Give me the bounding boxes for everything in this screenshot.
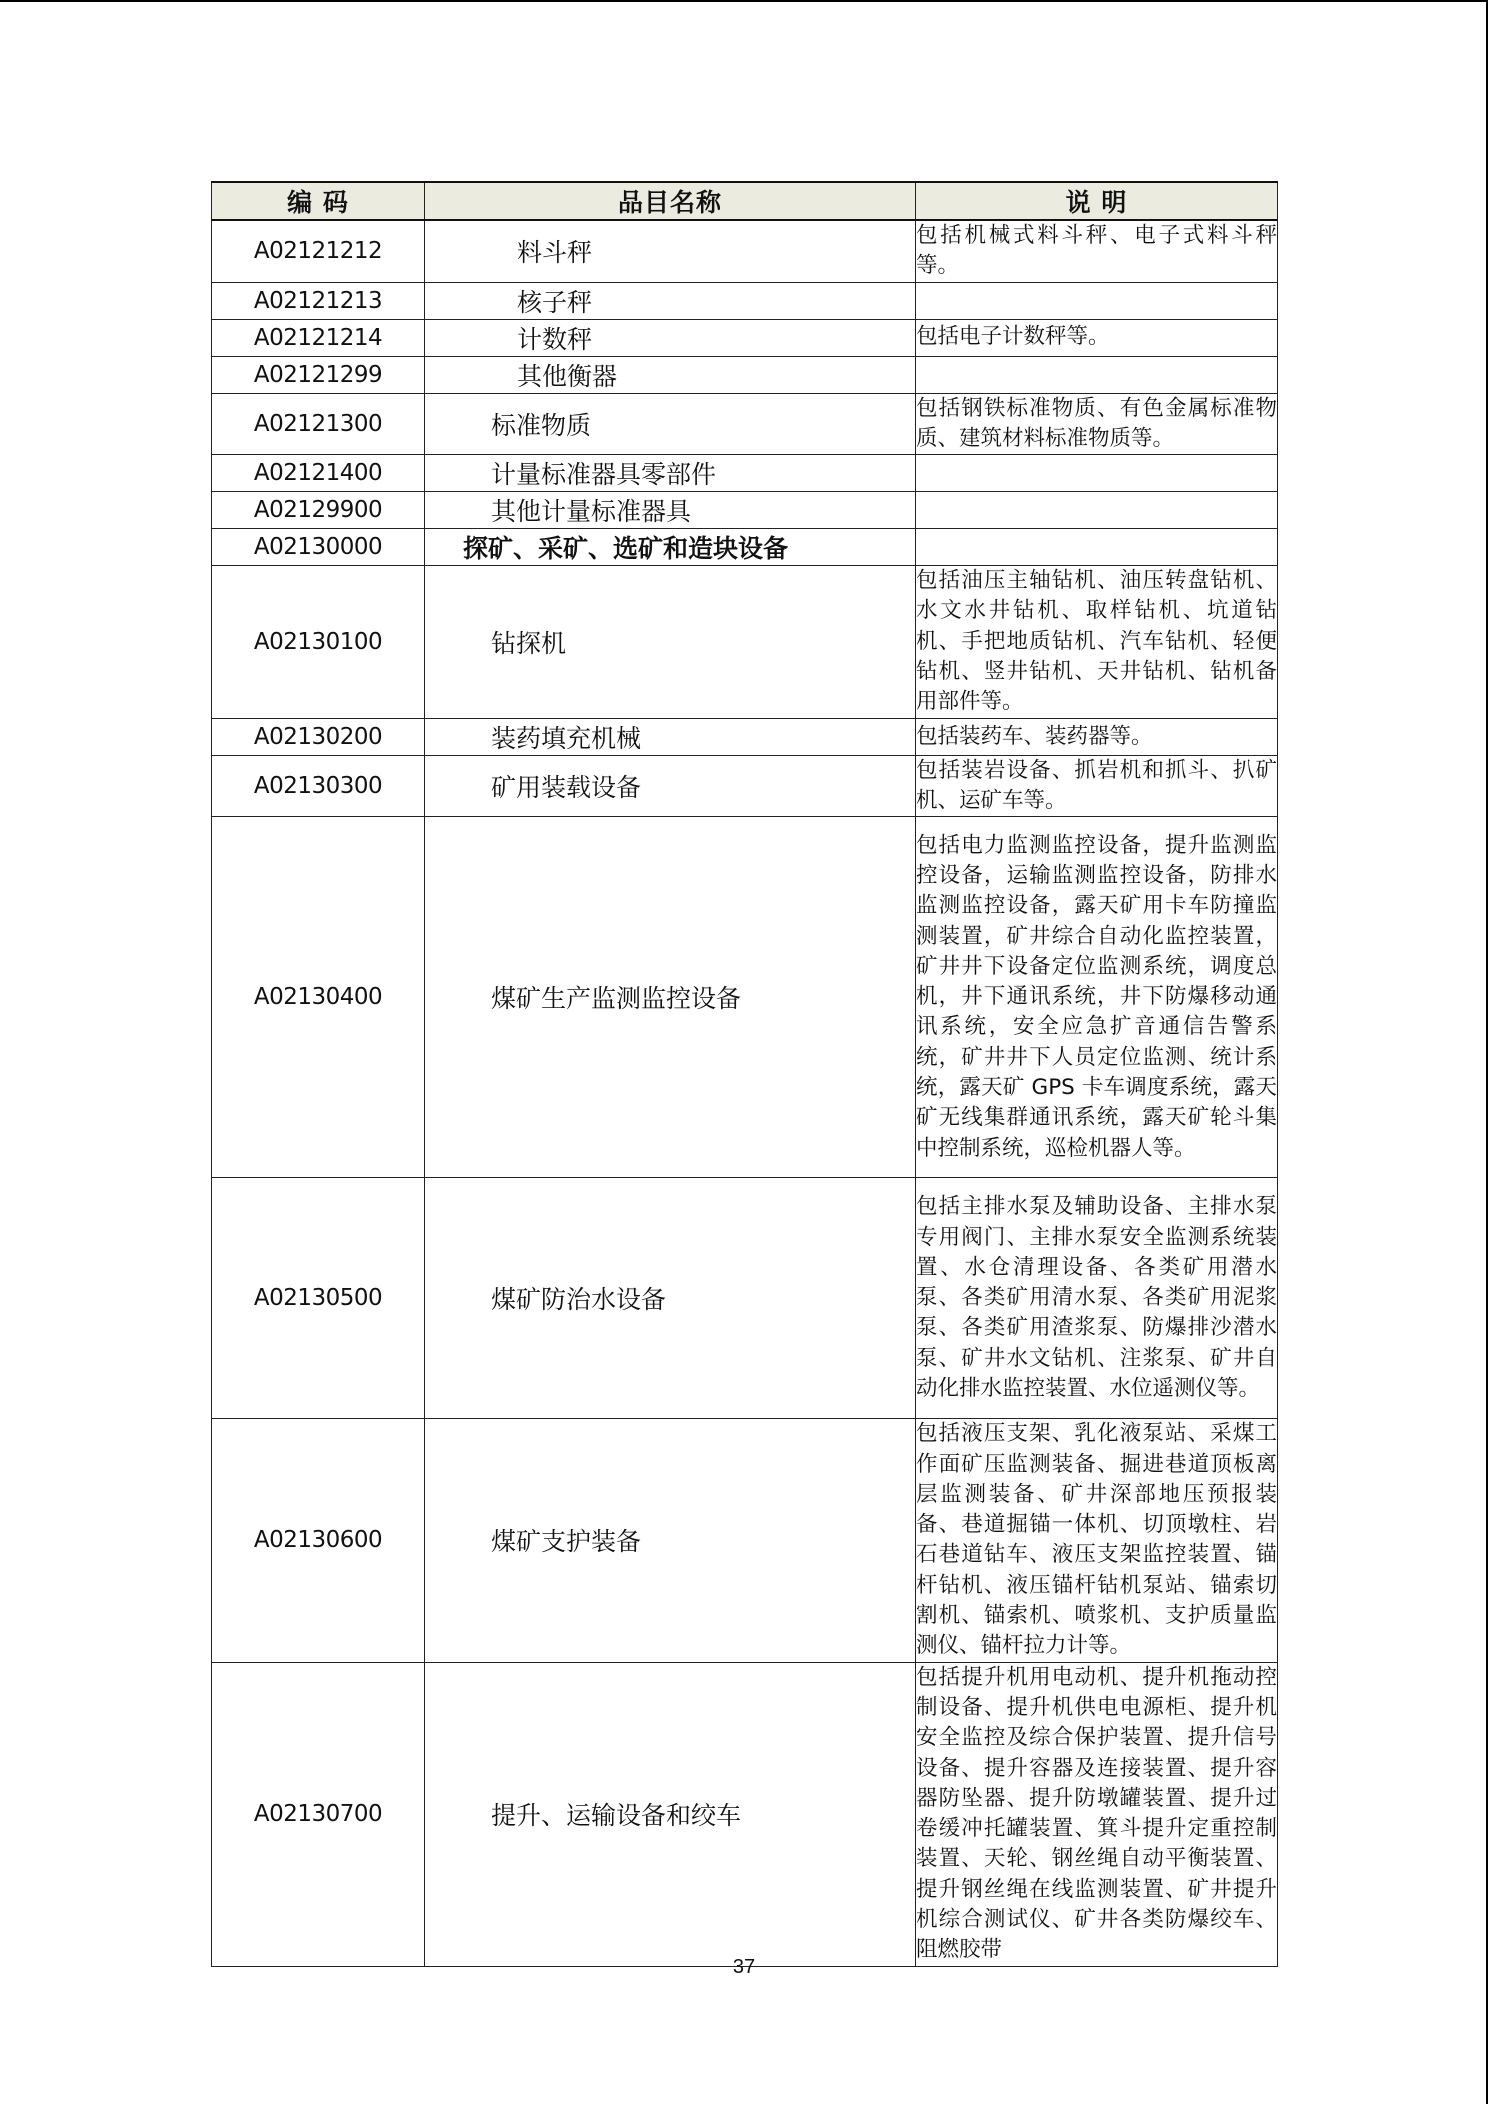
- row-name: 探矿、采矿、选矿和造块设备: [425, 529, 916, 566]
- row-code: A02130700: [212, 1662, 425, 1966]
- row-description: [916, 455, 1278, 492]
- table-row: [212, 492, 1278, 529]
- row-name: 矿用装载设备: [425, 755, 916, 817]
- row-description: 包括电子计数秤等。: [916, 319, 1278, 356]
- row-code: A02130000: [212, 529, 425, 566]
- row-name: 提升、运输设备和绞车: [425, 1662, 916, 1966]
- catalog-table: [211, 181, 1278, 1967]
- row-description: 包括主排水泵及辅助设备、主排水泵专用阀门、主排水泵安全监测系统装置、水仓清理设备、各类矿用潜水泵、各类矿用清水泵、各类矿用泥浆泵、各类矿用渣浆泵、防爆排沙潜水泵、矿井水文钻机、注浆泵、矿井自动化排水监控装置、水位遥测仪等。: [916, 1178, 1278, 1419]
- row-name: 计数秤: [425, 319, 916, 356]
- page-top-border: [0, 0, 1488, 2]
- row-description: 包括机械式料斗秤、电子式料斗秤等。: [916, 220, 1278, 282]
- row-code: A02121299: [212, 356, 425, 393]
- row-code: A02130300: [212, 755, 425, 817]
- table-row: [212, 455, 1278, 492]
- row-name: 料斗秤: [425, 220, 916, 282]
- row-description: [916, 282, 1278, 319]
- row-description: 包括钢铁标准物质、有色金属标准物质、建筑材料标准物质等。: [916, 393, 1278, 455]
- row-description: 包括油压主轴钻机、油压转盘钻机、水文水井钻机、取样钻机、坑道钻机、手把地质钻机、汽车钻机、轻便钻机、竖井钻机、天井钻机、钻机备用部件等。: [916, 566, 1278, 718]
- row-code: A02121214: [212, 319, 425, 356]
- row-code: A02130500: [212, 1178, 425, 1419]
- row-code: A02130100: [212, 566, 425, 718]
- row-code: A02121213: [212, 282, 425, 319]
- row-name: 装药填充机械: [425, 718, 916, 755]
- row-name: 标准物质: [425, 393, 916, 455]
- table-row: [212, 718, 1278, 755]
- table-header-row: [212, 182, 1278, 220]
- row-description: [916, 492, 1278, 529]
- table-row: [212, 1662, 1278, 1966]
- table-row: [212, 1419, 1278, 1662]
- row-code: A02130400: [212, 817, 425, 1178]
- row-code: A02130600: [212, 1419, 425, 1662]
- row-name: 煤矿防治水设备: [425, 1178, 916, 1419]
- row-code: A02121212: [212, 220, 425, 282]
- row-description: 包括电力监测监控设备，提升监测监控设备，运输监测监控设备，防排水监测监控设备，露天矿用卡车防撞监测装置，矿井综合自动化监控装置，矿井井下设备定位监测系统，调度总机，井下通讯系统，井下防爆移动通讯系统，安全应急扩音通信告警系统，矿井井下人员定位监测、统计系统，露天矿 GPS 卡车调度系统，露天矿无线集群通讯系统，露天矿轮斗集中控制系统，巡检机器人等。: [916, 817, 1278, 1178]
- row-name: 计量标准器具零部件: [425, 455, 916, 492]
- row-name: 煤矿生产监测监控设备: [425, 817, 916, 1178]
- row-code: A02121400: [212, 455, 425, 492]
- row-name: 其他衡器: [425, 356, 916, 393]
- row-code: A02121300: [212, 393, 425, 455]
- row-name: 钻探机: [425, 566, 916, 718]
- row-description: [916, 529, 1278, 566]
- table-row: [212, 282, 1278, 319]
- header-description: 说 明: [916, 182, 1278, 220]
- header-code: 编 码: [212, 182, 425, 220]
- table-row: [212, 393, 1278, 455]
- row-description: [916, 356, 1278, 393]
- table-row: [212, 529, 1278, 566]
- row-description: 包括装岩设备、抓岩机和抓斗、扒矿机、运矿车等。: [916, 755, 1278, 817]
- page-number: 37: [732, 1956, 756, 1978]
- row-code: A02130200: [212, 718, 425, 755]
- header-item-name: 品目名称: [425, 182, 916, 220]
- table-row: [212, 1178, 1278, 1419]
- row-description: 包括提升机用电动机、提升机拖动控制设备、提升机供电电源柜、提升机安全监控及综合保护装置、提升信号设备、提升容器及连接装置、提升容器防坠器、提升防墩罐装置、提升过卷缓冲托罐装置、箕斗提升定重控制装置、天轮、钢丝绳自动平衡装置、提升钢丝绳在线监测装置、矿井提升机综合测试仪、矿井各类防爆绞车、阻燃胶带: [916, 1662, 1278, 1966]
- row-name: 煤矿支护装备: [425, 1419, 916, 1662]
- table-row: [212, 356, 1278, 393]
- row-code: A02129900: [212, 492, 425, 529]
- table-row: [212, 817, 1278, 1178]
- table-row: [212, 220, 1278, 282]
- row-description: 包括装药车、装药器等。: [916, 718, 1278, 755]
- table-row: [212, 755, 1278, 817]
- table-row: [212, 319, 1278, 356]
- row-name: 其他计量标准器具: [425, 492, 916, 529]
- table-row: [212, 566, 1278, 718]
- row-description: 包括液压支架、乳化液泵站、采煤工作面矿压监测装备、掘进巷道顶板离层监测装备、矿井深部地压预报装备、巷道掘锚一体机、切顶墩柱、岩石巷道钻车、液压支架监控装置、锚杆钻机、液压锚杆钻机泵站、锚索切割机、锚索机、喷浆机、支护质量监测仪、锚杆拉力计等。: [916, 1419, 1278, 1662]
- row-name: 核子秤: [425, 282, 916, 319]
